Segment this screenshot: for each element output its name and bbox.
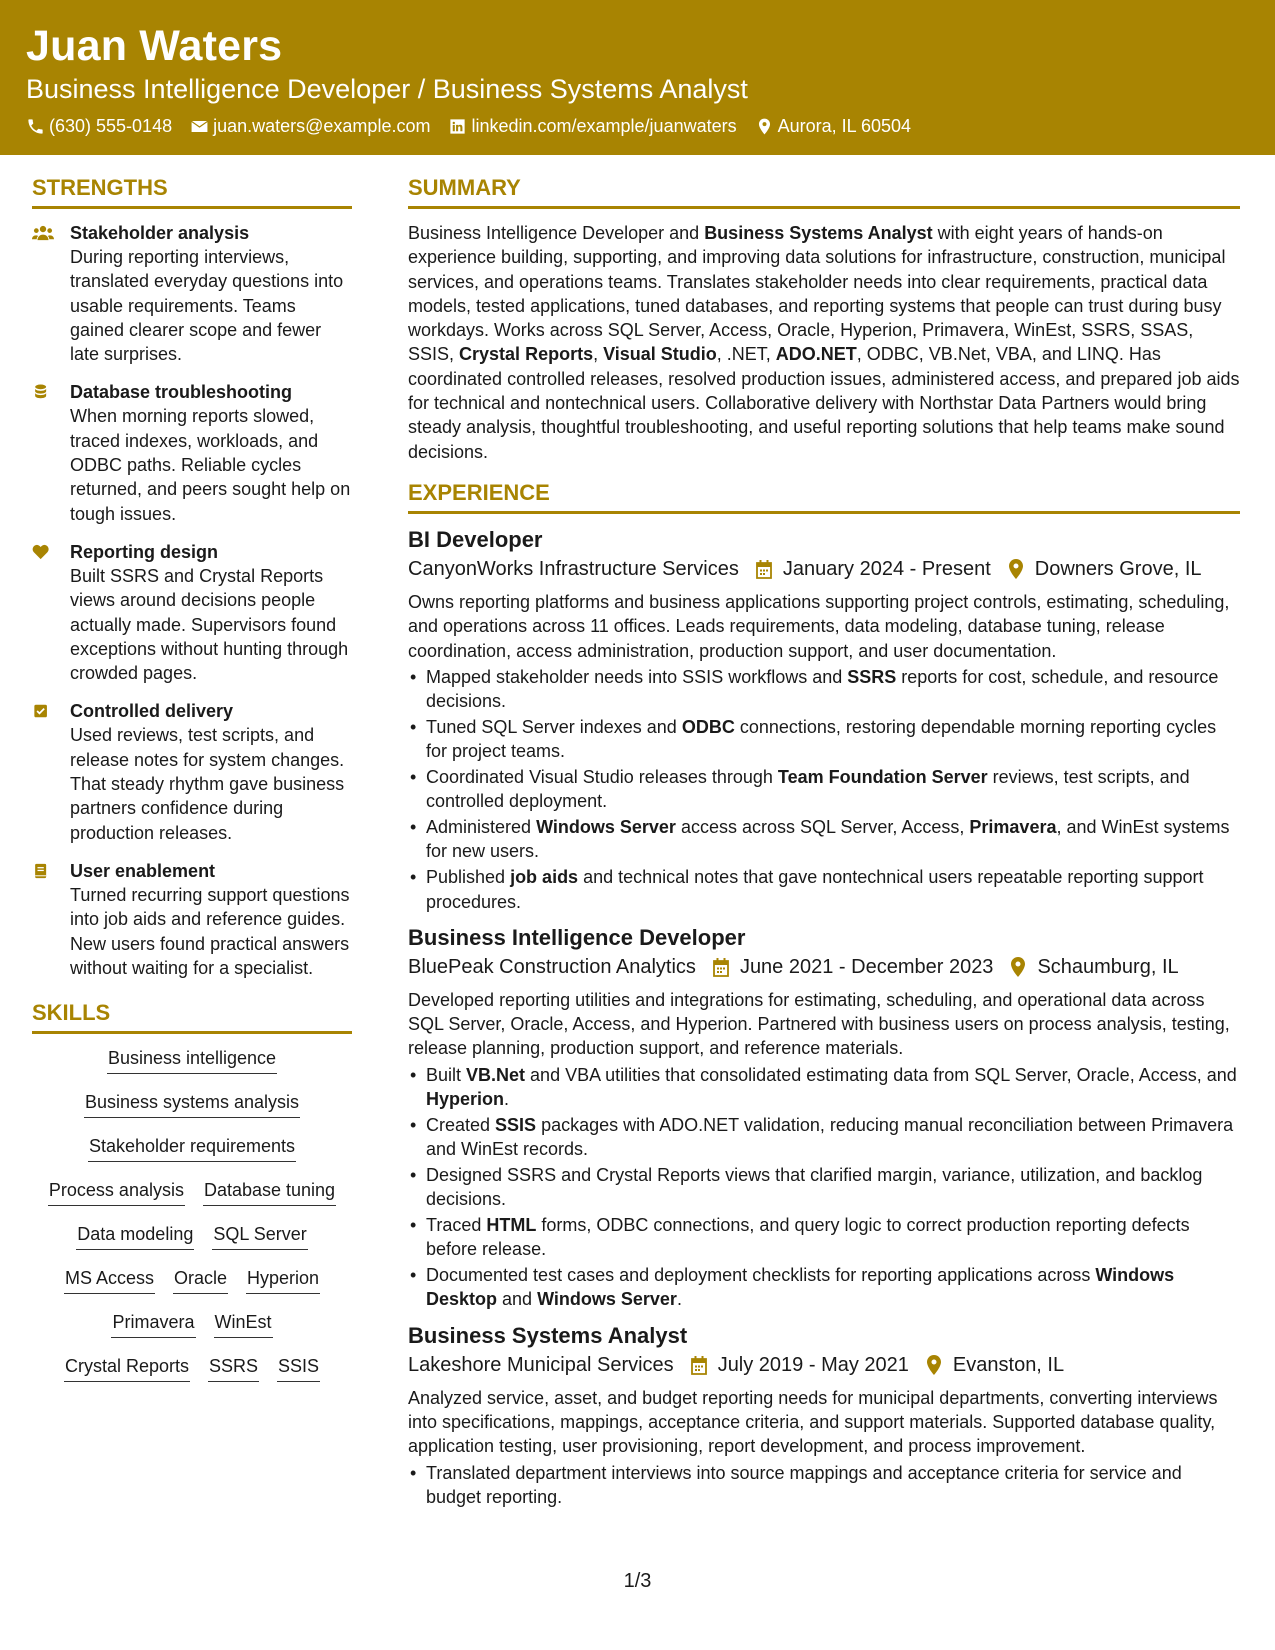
skill-tag: Process analysis xyxy=(48,1178,185,1206)
skill-tag: Oracle xyxy=(173,1266,228,1294)
contact-bar xyxy=(26,116,1249,137)
job-dates: July 2019 - May 2021 xyxy=(717,1353,909,1376)
right-column xyxy=(408,175,1240,1519)
skill-tag: Hyperion xyxy=(246,1266,320,1294)
job-location: Schaumburg, IL xyxy=(1037,955,1179,978)
skill-tag: Data modeling xyxy=(76,1222,194,1250)
job-entry xyxy=(408,1322,1240,1509)
job-entry xyxy=(408,924,1240,1312)
skill-tag: Business systems analysis xyxy=(84,1090,300,1118)
map-pin-icon xyxy=(925,1355,943,1375)
list-item: • Created SSIS packages with ADO.NET validation, reducing manual reconciliation between Primavera and WinEst records. xyxy=(408,1113,1240,1162)
job-dates: January 2024 - Present xyxy=(782,557,991,580)
skill-tag: MS Access xyxy=(64,1266,155,1294)
job-description: Owns reporting platforms and business applications supporting project controls, estimating, scheduling, and operations across 11 offices. Leads requirements, data modeling, database tuning, release coordination, access administration, production support, and user documentation. xyxy=(408,591,1230,661)
phone-text: (630) 555-0148 xyxy=(49,115,173,136)
strength-name: Stakeholder analysis xyxy=(70,223,250,243)
list-item: • Traced HTML forms, ODBC connections, and query logic to correct production reporting defects before release. xyxy=(408,1213,1240,1262)
location-text: Aurora, IL 60504 xyxy=(777,115,912,136)
strength-name: Reporting design xyxy=(70,541,218,562)
job-bullets xyxy=(408,665,1240,914)
job-description: Developed reporting utilities and integrations for estimating, scheduling, and operational data across SQL Server, Oracle, Access, and Hyperion. Partnered with business users on process analysis, testing, release planning, production support, and reference materials. xyxy=(408,989,1230,1059)
resume-header xyxy=(0,0,1275,155)
map-pin-icon xyxy=(755,117,774,136)
list-item: • Documented test cases and deployment checklists for reporting applications across Windows Desktop and Windows Server. xyxy=(408,1263,1240,1312)
strength-description: Used reviews, test scripts, and release notes for system changes. That steady rhythm gave business partners confidence during production releases. xyxy=(70,725,345,843)
calendar-icon xyxy=(690,1355,708,1375)
strength-item xyxy=(32,859,352,980)
strength-description: When morning reports slowed, traced indexes, workloads, and ODBC paths. Reliable cycles returned, and peers sought help on tough issues. xyxy=(70,406,351,524)
list-item: • Tuned SQL Server indexes and ODBC connections, restoring dependable morning reporting cycles for project teams. xyxy=(408,715,1240,764)
job-title: BI Developer xyxy=(408,526,543,552)
list-item: • Built VB.Net and VBA utilities that consolidated estimating data from SQL Server, Oracle, Access, and Hyperion. xyxy=(408,1063,1240,1112)
job-title: Business Intelligence Developer xyxy=(408,924,746,950)
linkedin-text: linkedin.com/example/juanwaters xyxy=(471,115,737,136)
skill-tag: Business intelligence xyxy=(107,1046,277,1074)
strength-name: User enablement xyxy=(70,860,216,881)
list-item: • Designed SSRS and Crystal Reports views that clarified margin, variance, utilization, and backlog decisions. xyxy=(408,1163,1240,1212)
contact-phone[interactable] xyxy=(26,116,172,137)
book-icon xyxy=(32,861,54,881)
page-number: 1/3 xyxy=(623,1570,652,1592)
skill-tag: Primavera xyxy=(111,1310,195,1338)
job-company: BluePeak Construction Analytics xyxy=(408,955,696,978)
list-item: • Mapped stakeholder needs into SSIS workflows and SSRS reports for cost, schedule, and resource decisions. xyxy=(408,665,1240,714)
database-icon xyxy=(32,382,54,402)
email-text: juan.waters@example.com xyxy=(213,115,431,136)
calendar-icon xyxy=(755,559,773,579)
list-item: • Coordinated Visual Studio releases through Team Foundation Server reviews, test scripts, and controlled deployment. xyxy=(408,765,1240,814)
list-item: • Administered Windows Server access across SQL Server, Access, Primavera, and WinEst systems for new users. xyxy=(408,815,1240,864)
job-entry xyxy=(408,526,1240,914)
job-description: Analyzed service, asset, and budget reporting needs for municipal departments, converting interviews into specifications, mappings, acceptance criteria, and support materials. Supported database quality, application testing, user provisioning, report development, and process improvement. xyxy=(408,1387,1218,1457)
contact-linkedin[interactable] xyxy=(448,116,736,137)
job-location: Evanston, IL xyxy=(952,1353,1065,1376)
job-title: Business Systems Analyst xyxy=(408,1322,688,1348)
map-pin-icon xyxy=(1007,559,1025,579)
list-item: • Published job aids and technical notes that gave nontechnical users repeatable reporting support procedures. xyxy=(408,865,1240,914)
strength-description: Turned recurring support questions into job aids and reference guides. New users found practical answers without waiting for a specialist. xyxy=(70,884,350,978)
job-company: Lakeshore Municipal Services xyxy=(408,1353,674,1376)
strengths-heading: STRENGTHS xyxy=(32,175,352,209)
check-square-icon xyxy=(32,701,54,721)
left-column xyxy=(32,175,352,1398)
strength-description: During reporting interviews, translated everyday questions into usable requirements. Teams gained clearer scope and fewer late surprises. xyxy=(70,247,344,365)
strength-item xyxy=(32,380,352,525)
skills-heading: SKILLS xyxy=(32,1000,352,1034)
envelope-icon xyxy=(190,117,209,136)
list-item: • Translated department interviews into source mappings and acceptance criteria for service and budget reporting. xyxy=(408,1461,1240,1510)
strength-item xyxy=(32,699,352,844)
skill-tag: SQL Server xyxy=(212,1222,307,1250)
candidate-title: Business Intelligence Developer / Business Systems Analyst xyxy=(26,74,748,105)
strength-item xyxy=(32,540,352,685)
job-meta xyxy=(408,1350,1240,1380)
candidate-name: Juan Waters xyxy=(26,22,283,70)
experience-heading: EXPERIENCE xyxy=(408,480,1240,514)
map-pin-icon xyxy=(1009,957,1027,977)
skill-tag: Database tuning xyxy=(203,1178,336,1206)
job-bullets xyxy=(408,1461,1240,1510)
phone-icon xyxy=(26,117,45,136)
skill-tag: SSIS xyxy=(277,1354,320,1382)
strength-name: Controlled delivery xyxy=(70,701,234,722)
summary-text: Business Intelligence Developer and Business Systems Analyst with eight years of hands-on experience building, supporting, and improving data solutions for infrastructure, construction, municipal services, and operations teams. Translates stakeholder needs into clear requirements, practical data models, tested applications, tuned databases, and reporting systems that people can trust during busy workdays. Works across SQL Server, Access, Oracle, Hyperion, Primavera, WinEst, SSRS, SSAS, SSIS, Crystal Reports, Visual Studio, .NET, ADO.NET, ODBC, VB.Net, VBA, and LINQ. Has coordinated controlled releases, resolved production issues, administered access, and prepared job aids for technical and nontechnical users. Collaborative delivery with Northstar Data Partners would bring steady analysis, thoughtful troubleshooting, and useful reporting solutions that help teams make sound decisions. xyxy=(408,223,1240,462)
calendar-icon xyxy=(712,957,730,977)
skill-tag: Stakeholder requirements xyxy=(88,1134,296,1162)
contact-email[interactable] xyxy=(190,116,430,137)
strength-item xyxy=(32,221,352,366)
job-location: Downers Grove, IL xyxy=(1034,557,1202,580)
skill-tag: WinEst xyxy=(214,1310,273,1338)
job-bullets xyxy=(408,1063,1240,1312)
skill-tag: Crystal Reports xyxy=(64,1354,190,1382)
summary-heading: SUMMARY xyxy=(408,175,1240,209)
heart-icon xyxy=(32,542,54,562)
strength-name: Database troubleshooting xyxy=(70,382,293,403)
strength-description: Built SSRS and Crystal Reports views around decisions people actually made. Supervisors found exceptions without hunting through crowded pages. xyxy=(70,565,349,684)
contact-location xyxy=(755,116,911,137)
job-meta xyxy=(408,554,1240,584)
users-icon xyxy=(32,223,54,243)
job-meta xyxy=(408,952,1240,982)
skill-tag: SSRS xyxy=(208,1354,259,1382)
linkedin-icon xyxy=(448,117,467,136)
job-dates: June 2021 - December 2023 xyxy=(739,955,994,978)
job-company: CanyonWorks Infrastructure Services xyxy=(408,557,739,580)
skills-list xyxy=(32,1046,352,1382)
